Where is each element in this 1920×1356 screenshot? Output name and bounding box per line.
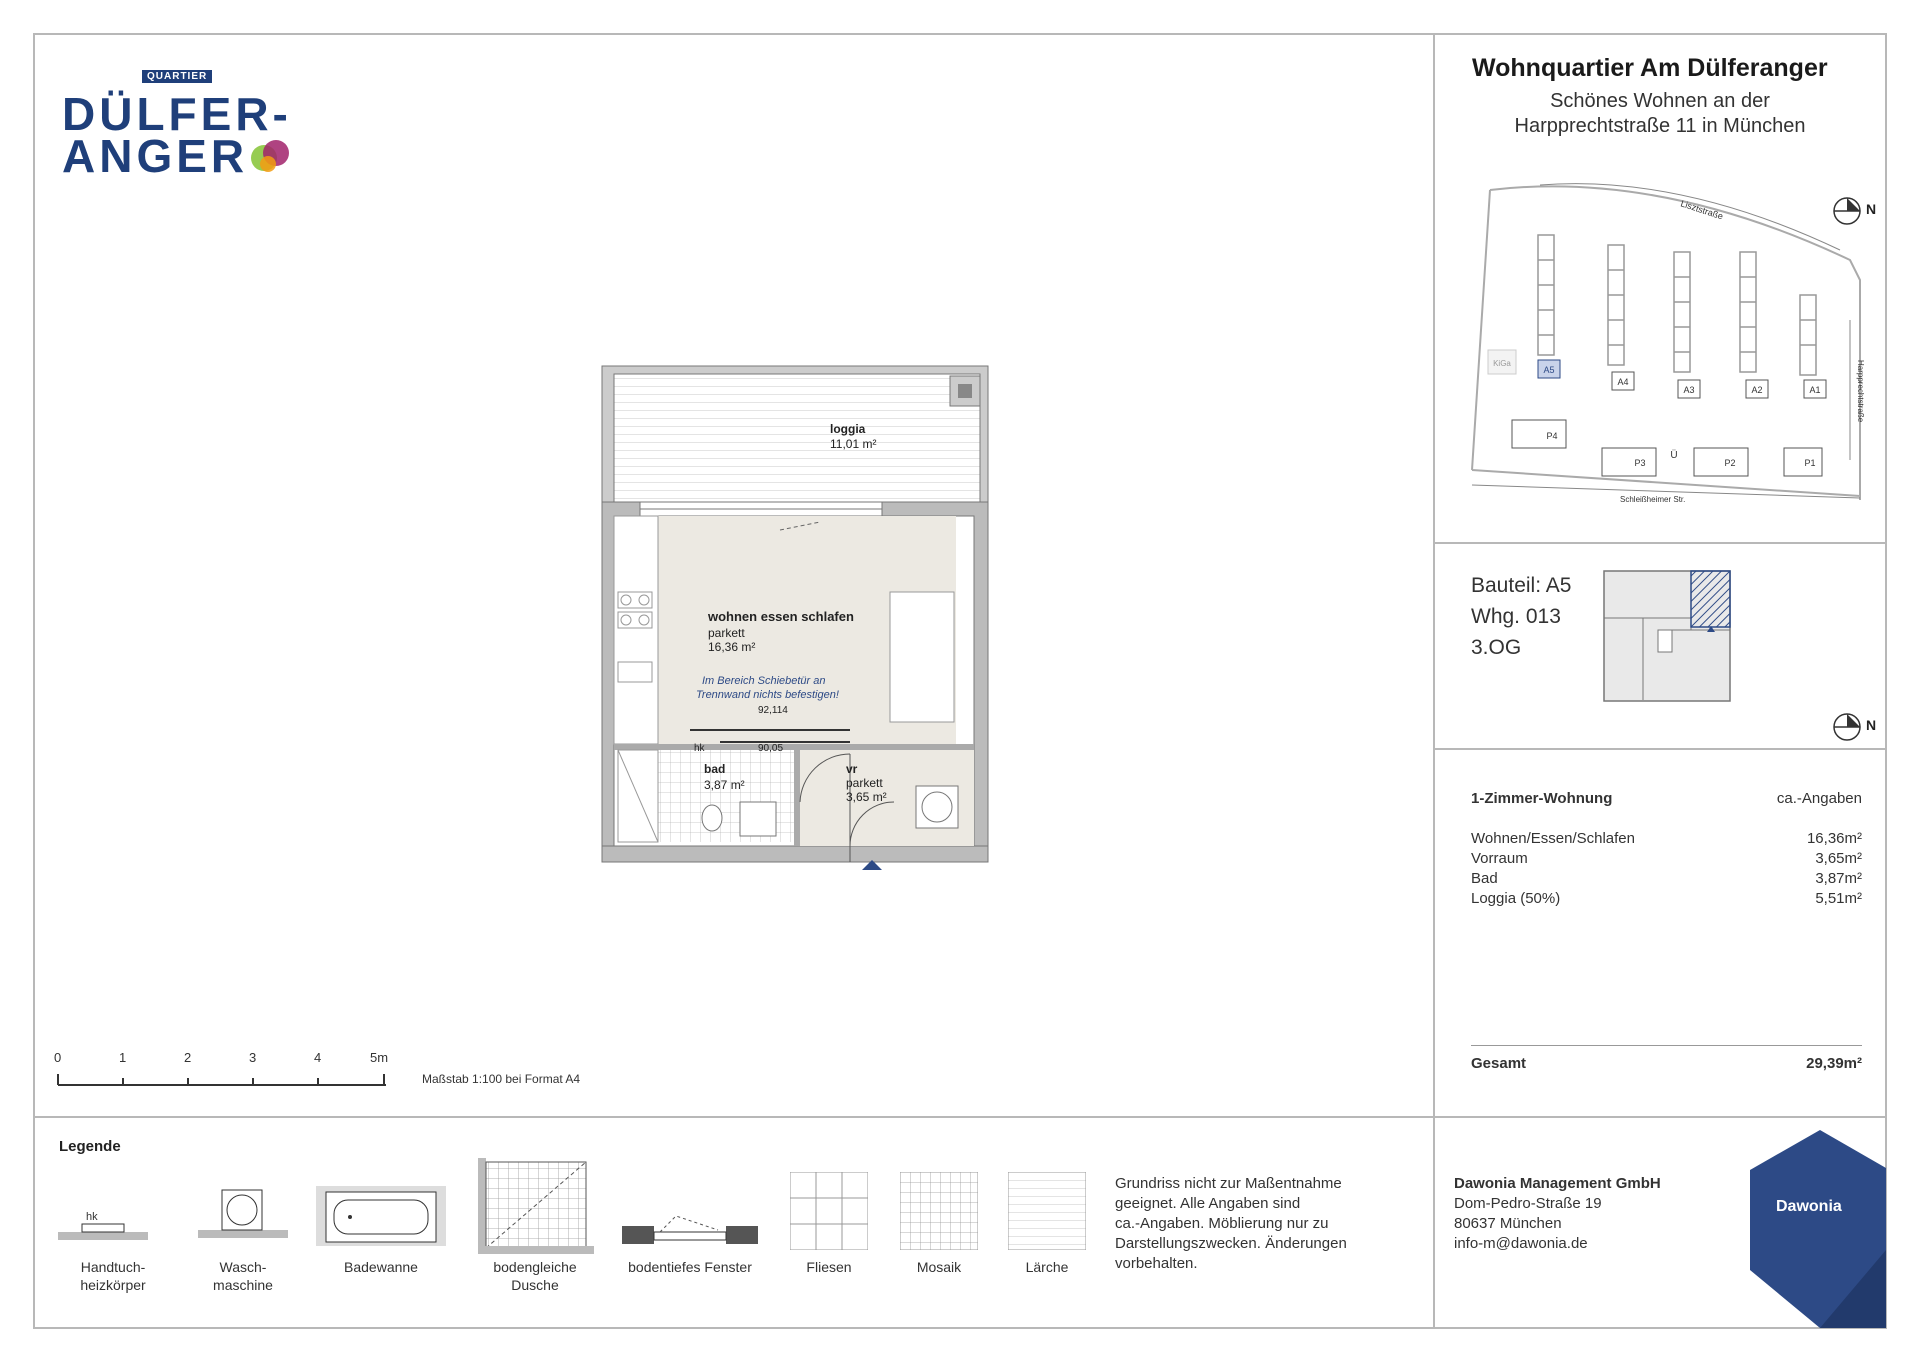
bathtub-icon <box>316 1186 446 1252</box>
total-label: Gesamt <box>1471 1055 1527 1072</box>
bad-area: 3,87 m² <box>704 778 745 792</box>
legend-label <box>326 1258 436 1276</box>
north-label-small: N <box>1866 717 1877 733</box>
site-plan-drawing <box>1460 180 1880 510</box>
building-a2-label: A2 <box>1751 385 1763 395</box>
logo-line1: DÜLFER- <box>62 88 292 140</box>
legend-label <box>884 1258 994 1276</box>
company-city: 80637 München <box>1454 1215 1562 1232</box>
site-plan-divider <box>1433 542 1887 544</box>
towel-radiator-icon <box>58 1200 148 1250</box>
project-subtitle-line1: Schönes Wohnen an der <box>1550 90 1770 112</box>
unit-info-divider <box>1433 748 1887 750</box>
wohnung-label: Whg. 013 <box>1471 605 1561 628</box>
area-row-value: 5,51m² <box>1815 890 1862 907</box>
legend-label-line2: heizkörper <box>80 1277 146 1293</box>
shower-icon <box>478 1158 594 1254</box>
company-name: Dawonia Management GmbH <box>1454 1175 1661 1192</box>
project-subtitle-line2: Harpprechtstraße 11 in München <box>1514 115 1806 137</box>
loggia-name: loggia <box>830 422 866 436</box>
kiga-label: KiGa <box>1493 359 1511 368</box>
legend-label-line1: Wasch- <box>219 1259 267 1275</box>
project-title: Wohnquartier Am Dülferanger <box>1472 54 1828 82</box>
area-row-value: 3,87m² <box>1815 870 1862 887</box>
company-street: Dom-Pedro-Straße 19 <box>1454 1195 1602 1212</box>
scale-tick-label: 4 <box>314 1050 322 1065</box>
bad-name: bad <box>704 762 726 776</box>
floor-window-icon <box>622 1212 758 1248</box>
scale-label: Maßstab 1:100 bei Format A4 <box>422 1072 581 1086</box>
logo <box>62 70 302 180</box>
disclaimer-line: ca.-Angaben. Möblierung nur zu <box>1115 1215 1329 1232</box>
north-arrow-icon <box>1832 196 1862 226</box>
wohnen-name: wohnen essen schlafen <box>708 609 854 624</box>
area-row-label: Vorraum <box>1471 850 1528 867</box>
area-row-label: Wohnen/Essen/Schlafen <box>1471 830 1635 847</box>
parking-p2-label: P2 <box>1724 458 1736 468</box>
building-a4-label: A4 <box>1617 377 1629 387</box>
legend-label-line1: bodengleiche <box>493 1259 577 1275</box>
area-row <box>1471 870 1862 890</box>
geschoss-label: 3.OG <box>1471 636 1522 659</box>
floor-plan <box>600 362 990 872</box>
tiles-icon <box>790 1172 868 1250</box>
legend-label-line2: Dusche <box>511 1277 559 1293</box>
dawonia-hexagon-icon <box>1750 1130 1886 1328</box>
legend-label-line1: bodentiefes Fenster <box>628 1259 752 1275</box>
street-right-label: Harpprechtstraße <box>1856 360 1865 423</box>
parking-p1-label: P1 <box>1804 458 1816 468</box>
dimension-label-2: 90,05 <box>758 743 784 754</box>
scale-tick-label: 2 <box>184 1050 192 1065</box>
disclaimer-line: vorbehalten. <box>1115 1255 1198 1272</box>
legend-label <box>992 1258 1102 1276</box>
parking-p4-label: P4 <box>1546 431 1558 441</box>
legend-label <box>480 1258 590 1294</box>
building-a1-label: A1 <box>1809 385 1821 395</box>
larch-icon <box>1008 1172 1086 1250</box>
key-plan-drawing <box>1603 570 1733 704</box>
total-value: 29,39m² <box>1806 1055 1862 1072</box>
misc-u-label: Ü <box>1670 450 1678 461</box>
legend-label-line1: Handtuch- <box>80 1259 146 1275</box>
north-arrow-small-icon <box>1832 712 1862 742</box>
disclaimer-line: Darstellungszwecken. Änderungen <box>1115 1235 1347 1252</box>
parking-p3-label: P3 <box>1634 458 1646 468</box>
dawonia-brand: Dawonia <box>1776 1198 1842 1215</box>
logo-line2: ANGER <box>62 130 249 182</box>
legend-label-line1: Lärche <box>1025 1259 1069 1275</box>
disclaimer <box>1115 1174 1347 1274</box>
area-row <box>1471 830 1862 850</box>
loggia-area: 11,01 m² <box>830 437 877 451</box>
bauteil-label: Bauteil: A5 <box>1471 574 1572 597</box>
mosaic-icon <box>900 1172 978 1250</box>
legend-label-line2: maschine <box>213 1277 273 1293</box>
wohnen-area: 16,36 m² <box>708 640 756 654</box>
vr-floor: parkett <box>846 776 883 790</box>
legend-label <box>188 1258 298 1294</box>
building-a3-label: A3 <box>1683 385 1695 395</box>
legend-divider <box>33 1116 1887 1118</box>
area-row-label: Bad <box>1471 870 1498 887</box>
legend-label-line1: Fliesen <box>806 1259 852 1275</box>
area-note: ca.-Angaben <box>1776 790 1862 807</box>
scale-tick-label: 1 <box>119 1050 127 1065</box>
legend-label <box>58 1258 168 1294</box>
street-top-label: Lisztstraße <box>1679 198 1725 222</box>
total-divider <box>1471 1045 1862 1046</box>
area-row <box>1471 850 1862 870</box>
legend-label <box>774 1258 884 1276</box>
right-panel-divider <box>1433 33 1435 1329</box>
vr-area: 3,65 m² <box>846 790 887 804</box>
legend-title: Legende <box>59 1138 121 1155</box>
area-row-value: 16,36m² <box>1806 830 1862 847</box>
disclaimer-line: geeignet. Alle Angaben sind <box>1115 1195 1301 1212</box>
area-row-value: 3,65m² <box>1815 850 1862 867</box>
company-info <box>1454 1174 1661 1254</box>
legend-label-line1: Mosaik <box>916 1259 962 1275</box>
scale-tick-label: 5m <box>370 1050 389 1065</box>
total-row <box>1471 1055 1862 1075</box>
area-row <box>1471 890 1862 910</box>
legend-hk-label: hk <box>86 1211 98 1223</box>
legend-label-line1: Badewanne <box>344 1259 418 1275</box>
scale-tick-label: 3 <box>249 1050 257 1065</box>
dawonia-logo <box>1750 1130 1886 1328</box>
note-line2: Trennwand nichts befestigen! <box>696 689 839 701</box>
dimension-label-1: 92,114 <box>758 705 788 716</box>
unit-type: 1-Zimmer-Wohnung <box>1471 790 1613 807</box>
legend-label <box>612 1258 768 1276</box>
scale-bar <box>50 1050 400 1090</box>
washing-machine-icon <box>198 1186 288 1240</box>
north-label: N <box>1866 201 1877 217</box>
building-a5-label: A5 <box>1543 365 1555 375</box>
scale-bar-line <box>50 1070 400 1090</box>
scale-tick-label: 0 <box>54 1050 62 1065</box>
logo-badge: QUARTIER <box>142 70 212 83</box>
logo-dots-icon <box>250 136 290 176</box>
vr-name: vr <box>846 762 858 776</box>
hk-label: hk <box>694 743 705 754</box>
wohnen-floor: parkett <box>708 626 745 640</box>
note-line1: Im Bereich Schiebetür an <box>702 675 826 687</box>
disclaimer-line: Grundriss nicht zur Maßentnahme <box>1115 1175 1342 1192</box>
company-email[interactable]: info-m@dawonia.de <box>1454 1235 1588 1252</box>
site-plan <box>1460 180 1880 510</box>
area-row-label: Loggia (50%) <box>1471 890 1561 907</box>
street-bottom-label: Schleißheimer Str. <box>1620 495 1686 504</box>
